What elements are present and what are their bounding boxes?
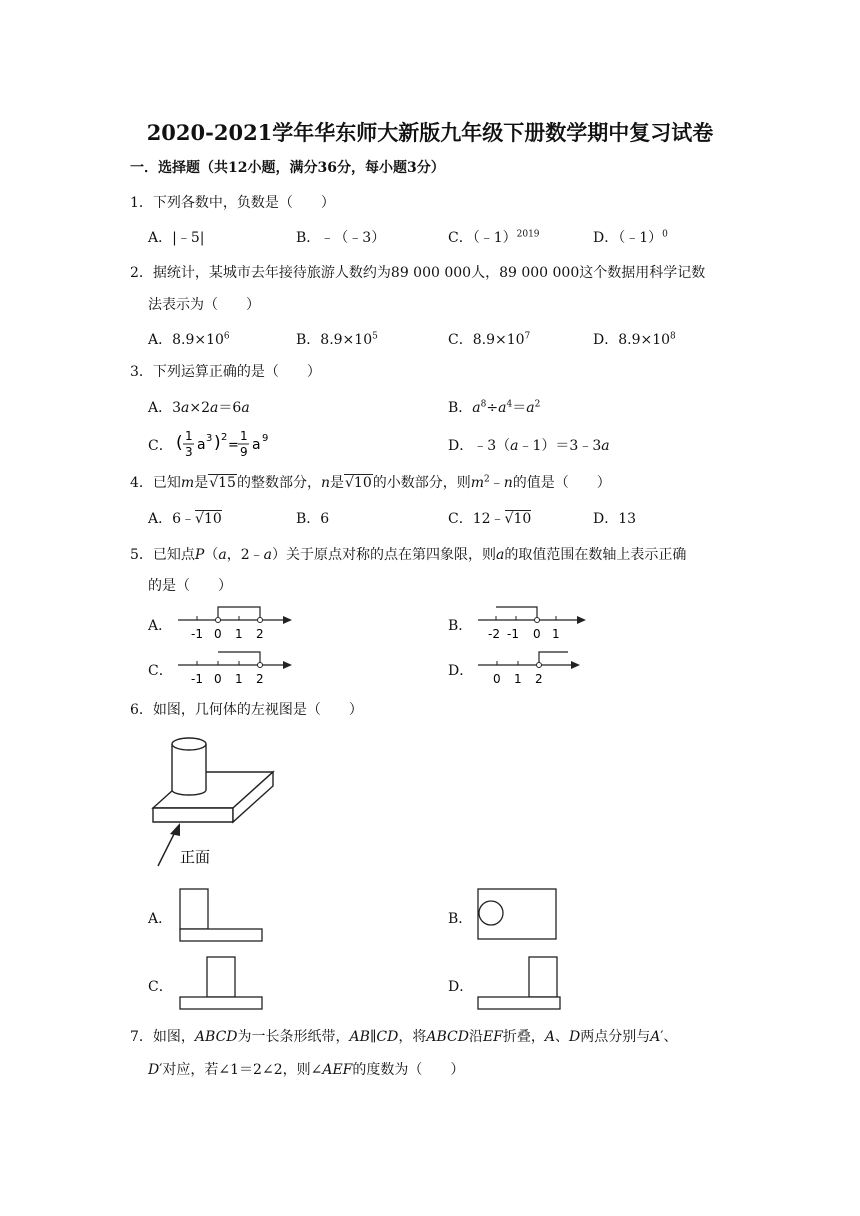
question-4-stem: 4．已知m是√15的整数部分，n是√10的小数部分，则$m^2﹣n$的值是（ ） [130,474,611,491]
section-heading: 一．选择题（共12小题，满分36分，每小题3分） [130,160,445,176]
tick-label: 0 [214,672,222,686]
q1-option-d: D．（﹣1）$^0$ [593,229,668,246]
tick-label: 1 [552,627,560,641]
q6-option-a-view [178,887,264,943]
question-5-stem-line1: 5．已知点P（a，2﹣a）关于原点对称的点在第四象限，则a的取值范围在数轴上表示正确 [130,547,687,563]
q3-option-b: B．$a^8\div a^4=a^2$ [448,399,541,416]
svg-text:a: a [252,437,261,453]
q6-option-c-view [178,955,264,1011]
tick-label: 1 [514,672,522,686]
q5-option-a-number-line [176,602,296,642]
svg-text:): ) [214,433,221,453]
q5-option-d-label: D． [448,663,474,679]
svg-text:3: 3 [206,433,213,444]
q4-option-a: A．6﹣√10 [148,511,222,527]
q2-option-b: B．$8.9\times 10^5$ [296,331,378,348]
svg-text:1: 1 [185,429,193,443]
q3-option-d: D．﹣3（a﹣1）＝3﹣3a [448,438,610,454]
q1-option-b: B．﹣（﹣3） [296,230,386,246]
q5-option-d-number-line [476,647,596,687]
tick-label: 1 [235,627,243,641]
q1-option-a: A．|﹣5| [148,230,205,246]
tick-label: 0 [493,672,501,686]
q5-option-c-number-line [176,647,296,687]
question-6-stem: 6．如图，几何体的左视图是（ ） [130,702,363,718]
q6-option-c-label: C． [148,979,173,995]
q5-option-b-label: B． [448,618,473,634]
q1-option-c: C．（﹣1）$^{2019}$ [448,229,540,246]
tick-label: 0 [214,627,222,641]
q5-option-c-label: C． [148,663,173,679]
q4-option-b: B．6 [296,511,330,527]
q5-option-a-label: A． [148,618,173,634]
svg-text:3: 3 [185,445,193,459]
svg-text:(: ( [176,433,183,453]
tick-label: -2 [488,627,500,641]
q6-option-d-view [476,955,562,1011]
question-7-stem-line1: 7．如图，ABCD为一长条形纸带，AB∥CD，将ABCD沿EF折叠，A、D两点分别与A′、 [130,1029,678,1045]
question-1-stem: 1．下列各数中，负数是（ ） [130,195,335,211]
svg-text:1: 1 [240,429,248,443]
q3-option-c-formula [174,424,274,462]
svg-text:2: 2 [221,432,228,443]
svg-text:=: = [228,438,239,453]
q2-option-c: C．$8.9\times 10^7$ [448,331,531,348]
tick-label: 1 [235,672,243,686]
q6-option-b-view [476,887,560,943]
q4-option-c: C．12﹣√10 [448,511,532,527]
q4-option-d: D．13 [593,511,637,527]
tick-label: 0 [533,627,541,641]
q6-option-b-label: B． [448,911,473,927]
q2-option-a: A．$8.9\times 10^6$ [148,331,230,348]
question-2-stem-line2: 法表示为（ ） [148,297,260,313]
q3-option-c: C． [148,438,173,454]
q6-option-d-label: D． [448,979,474,995]
svg-text:a: a [197,437,206,453]
question-5-stem-line2: 的是（ ） [148,578,232,594]
q2-option-d: D．$8.9\times 10^8$ [593,331,676,348]
q6-option-a-label: A． [148,911,173,927]
tick-label: 2 [256,672,264,686]
tick-label: -1 [507,627,519,641]
question-3-stem: 3．下列运算正确的是（ ） [130,364,321,380]
page-title: 2020-2021学年华东师大新版九年级下册数学期中复习试卷 [146,120,714,145]
tick-label: -1 [191,672,203,686]
svg-text:9: 9 [262,433,269,444]
tick-label: 2 [256,627,264,641]
front-label: 正面 [180,848,211,866]
q6-solid-figure [146,730,276,870]
question-7-stem-line2: D′对应，若∠1＝2∠2，则∠AEF的度数为（ ） [148,1062,465,1078]
question-2-stem-line1: 2．据统计，某城市去年接待旅游人数约为89 000 000人，89 000 000这个数据用科学记数 [130,265,706,281]
q3-option-a: A．3a×2a＝6a [148,400,250,416]
tick-label: -1 [191,627,203,641]
q5-option-b-number-line [476,602,596,642]
svg-text:9: 9 [240,445,248,459]
tick-label: 2 [535,672,543,686]
